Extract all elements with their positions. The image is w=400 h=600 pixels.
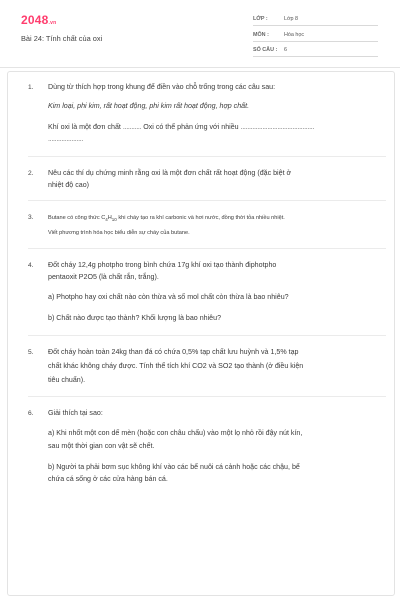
- question-divider: [28, 396, 386, 397]
- meta-label-subject: MÔN :: [253, 32, 269, 38]
- meta-label-count: SỐ CÂU :: [253, 47, 278, 53]
- logo-text: 2048: [21, 13, 49, 27]
- question-1-number: 1.: [28, 84, 34, 91]
- question-divider: [28, 248, 386, 249]
- meta-value-subject: Hóa học: [284, 32, 305, 38]
- question-1-word-box: Kim loại, phi kim, rất hoạt động, phi kim rất hoạt động, hợp chất.: [48, 102, 250, 110]
- question-1-prompt: Dùng từ thích hợp trong khung để điền vào chỗ trống trong các câu sau:: [48, 83, 276, 91]
- question-6-number: 6.: [28, 410, 34, 417]
- question-4-number: 4.: [28, 262, 34, 269]
- question-1-fill-text-1: Khí oxi là một đơn chất: [48, 123, 121, 131]
- question-6-part-b-line-1: b) Người ta phải bơm sục không khí vào các bể nuôi cá cảnh hoặc các chậu, bể: [48, 463, 300, 471]
- question-1-fill-line: [48, 121, 386, 133]
- question-5-line-1: Đốt cháy hoàn toàn 24kg than đá có chứa 0,5% tạp chất lưu huỳnh và 1,5% tạp: [48, 348, 299, 356]
- question-2-number: 2.: [28, 170, 34, 177]
- question-1-blank-1[interactable]: ...........: [122, 123, 142, 131]
- question-5-line-2: chất khác không cháy được. Tính thể tích khí CO2 và SO2 tạo thành (ở điều kiện: [48, 362, 304, 370]
- question-divider: [28, 156, 386, 157]
- meta-row-class: [253, 15, 378, 26]
- question-6-part-a-line-2: sau một thời gian con vật sẽ chết.: [48, 442, 155, 450]
- question-4-part-b: b) Chất nào được tạo thành? Khối lượng là bao nhiêu?: [48, 314, 222, 322]
- lesson-title: Bài 24: Tính chất của oxi: [21, 34, 103, 43]
- question-2-line-1: Nêu các thí dụ chứng minh rằng oxi là một đơn chất rất hoạt động (đặc biệt ở: [48, 169, 292, 177]
- meta-value-count: 6: [284, 47, 287, 53]
- question-4-line-1: Đốt cháy 12,4g photpho trong bình chứa 17g khí oxi tạo thành điphotpho: [48, 261, 277, 269]
- question-1-blank-4[interactable]: .....................: [48, 135, 84, 143]
- site-logo[interactable]: [21, 13, 56, 27]
- question-4-line-2: pentaoxit P2O5 (là chất rắn, trắng).: [48, 273, 159, 281]
- question-3-sub-1: 4: [105, 217, 108, 223]
- page-header: [0, 0, 400, 62]
- question-divider: [28, 200, 386, 201]
- question-divider: [28, 335, 386, 336]
- question-3-line-2: Viết phương trình hóa học biểu diễn sự cháy của butane.: [48, 230, 190, 236]
- question-3-text-b: H: [107, 215, 112, 221]
- meta-label-class: LỚP :: [253, 16, 268, 22]
- question-2-line-2: nhiệt độ cao): [48, 181, 90, 189]
- question-1-blank-3[interactable]: ......................: [277, 123, 315, 131]
- question-3-text-c: khi cháy tạo ra khí carbonic và hơi nước, đồng thời tỏa nhiều nhiệt.: [116, 215, 285, 221]
- logo-suffix: .vn: [48, 20, 57, 26]
- question-5-line-3: tiêu chuẩn).: [48, 376, 86, 384]
- question-3-text-a: Butane có công thức C: [48, 215, 106, 221]
- question-1-fill-text-2: Oxi có thể phản ứng với nhiều: [143, 123, 239, 131]
- question-3-number: 3.: [28, 214, 34, 221]
- header-divider: [0, 67, 400, 68]
- questions-card: [7, 71, 395, 596]
- question-4-part-a: a) Photpho hay oxi chất nào còn thừa và số mol chất còn thừa là bao nhiêu?: [48, 293, 289, 301]
- question-6-part-b-line-2: chứa cá sống ở các cửa hàng bán cá.: [48, 475, 168, 483]
- question-3-sub-2: 10: [111, 217, 117, 223]
- question-5-number: 5.: [28, 349, 34, 356]
- meta-value-class: Lớp 8: [284, 16, 299, 22]
- question-3-line-1: [48, 213, 386, 225]
- meta-row-count: [253, 46, 378, 57]
- question-6-intro: Giải thích tại sao:: [48, 409, 103, 417]
- question-6-part-a-line-1: a) Khi nhốt một con dế mèn (hoặc con châu chấu) vào một lọ nhỏ rồi đậy nút kín,: [48, 429, 303, 437]
- question-1-blank-2[interactable]: ......................: [240, 123, 278, 131]
- meta-row-subject: [253, 31, 378, 42]
